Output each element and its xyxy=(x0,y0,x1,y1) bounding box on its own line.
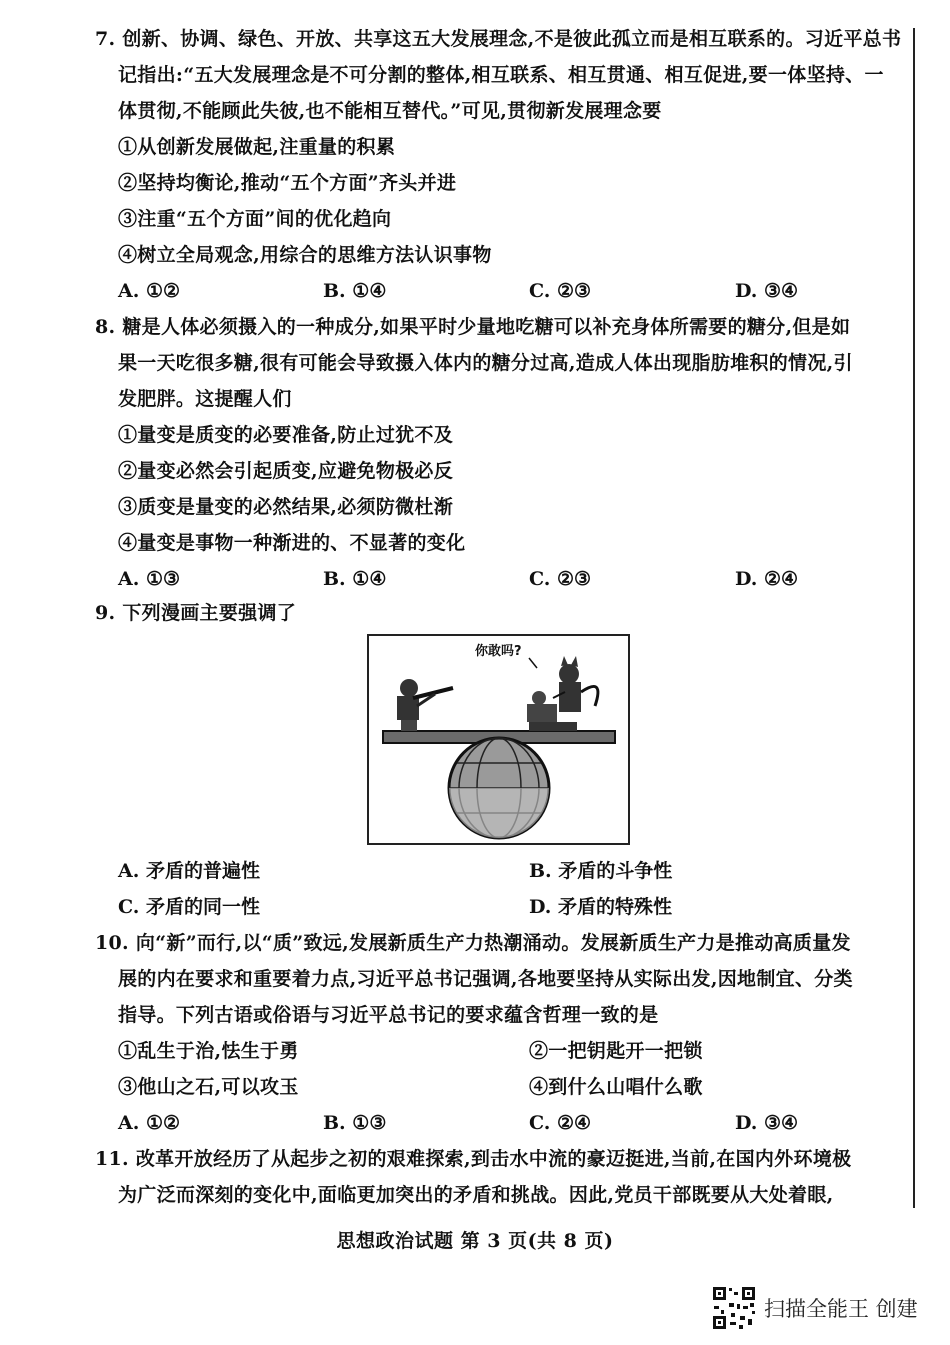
q11-line2: 为广泛而深刻的变化中,面临更加突出的矛盾和挑战。因此,党员干部既要从大处着眼, xyxy=(118,1184,834,1206)
q9-option-d: D. 矛盾的特殊性 xyxy=(529,896,673,918)
q10-option-c: C. ②④ xyxy=(529,1112,592,1134)
q9-option-c: C. 矛盾的同一性 xyxy=(118,896,261,918)
seesaw-cartoon xyxy=(367,634,630,845)
margin-line xyxy=(913,28,915,1208)
cartoon-drawing xyxy=(369,636,628,843)
q10-option-a: A. ①② xyxy=(118,1112,181,1134)
q7-line3: 体贯彻,不能顾此失彼,也不能相互替代。”可见,贯彻新发展理念要 xyxy=(118,100,662,122)
q10-item4: ④到什么山唱什么歌 xyxy=(529,1076,703,1098)
q7-item3: ③注重“五个方面”间的优化趋向 xyxy=(118,208,392,230)
q7-option-a: A. ①② xyxy=(118,280,181,302)
q10-line2: 展的内在要求和重要着力点,习近平总书记强调,各地要坚持从实际出发,因地制宜、分类 xyxy=(118,968,853,990)
q8-line1: 8. 糖是人体必须摄入的一种成分,如果平时少量地吃糖可以补充身体所需要的糖分,但是如 xyxy=(95,316,851,338)
page-footer: 思想政治试题 第 3 页(共 8 页) xyxy=(336,1230,614,1252)
q8-option-c: C. ②③ xyxy=(529,568,592,590)
q8-item2: ②量变必然会引起质变,应避免物极必反 xyxy=(118,460,454,482)
q7-option-d: D. ③④ xyxy=(735,280,799,302)
q9-option-b: B. 矛盾的斗争性 xyxy=(529,860,673,882)
q10-item1: ①乱生于治,怯生于勇 xyxy=(118,1040,299,1062)
q7-line1: 7. 创新、协调、绿色、开放、共享这五大发展理念,不是彼此孤立而是相互联系的。习近平总书 xyxy=(95,28,902,50)
q7-line2: 记指出:“五大发展理念是不可分割的整体,相互联系、相互贯通、相互促进,要一体坚持、一 xyxy=(118,64,884,86)
q10-option-d: D. ③④ xyxy=(735,1112,799,1134)
q7-option-b: B. ①④ xyxy=(323,280,387,302)
q8-item4: ④量变是事物一种渐进的、不显著的变化 xyxy=(118,532,466,554)
q8-item3: ③质变是量变的必然结果,必须防微杜渐 xyxy=(118,496,454,518)
q7-item2: ②坚持均衡论,推动“五个方面”齐头并进 xyxy=(118,172,457,194)
q8-option-a: A. ①③ xyxy=(118,568,181,590)
q10-line3: 指导。下列古语或俗语与习近平总书记的要求蕴含哲理一致的是 xyxy=(118,1004,659,1026)
q11-line1: 11. 改革开放经历了从起步之初的艰难探索,到击水中流的豪迈挺进,当前,在国内外环境极 xyxy=(95,1148,852,1170)
q9-option-a: A. 矛盾的普遍性 xyxy=(118,860,260,882)
scanner-watermark xyxy=(712,1286,918,1330)
q10-item3: ③他山之石,可以攻玉 xyxy=(118,1076,299,1098)
q8-option-b: B. ①④ xyxy=(323,568,387,590)
q7-item1: ①从创新发展做起,注重量的积累 xyxy=(118,136,396,158)
q10-option-b: B. ①③ xyxy=(323,1112,387,1134)
q8-item1: ①量变是质变的必要准备,防止过犹不及 xyxy=(118,424,454,446)
q10-line1: 10. 向“新”而行,以“质”致远,发展新质生产力热潮涌动。发展新质生产力是推动高质量发 xyxy=(95,932,851,954)
q10-item2: ②一把钥匙开一把锁 xyxy=(529,1040,703,1062)
q9-line1: 9. 下列漫画主要强调了 xyxy=(95,602,297,624)
qr-code-icon xyxy=(712,1286,756,1330)
q8-line2: 果一天吃很多糖,很有可能会导致摄入体内的糖分过高,造成人体出现脂肪堆积的情况,引 xyxy=(118,352,853,374)
q8-option-d: D. ②④ xyxy=(735,568,799,590)
speech-bubble: 你敢吗? xyxy=(475,644,522,659)
q8-line3: 发肥胖。这提醒人们 xyxy=(118,388,292,410)
q7-item4: ④树立全局观念,用综合的思维方法认识事物 xyxy=(118,244,492,266)
scanner-label: 扫描全能王 创建 xyxy=(764,1297,918,1321)
q7-option-c: C. ②③ xyxy=(529,280,592,302)
